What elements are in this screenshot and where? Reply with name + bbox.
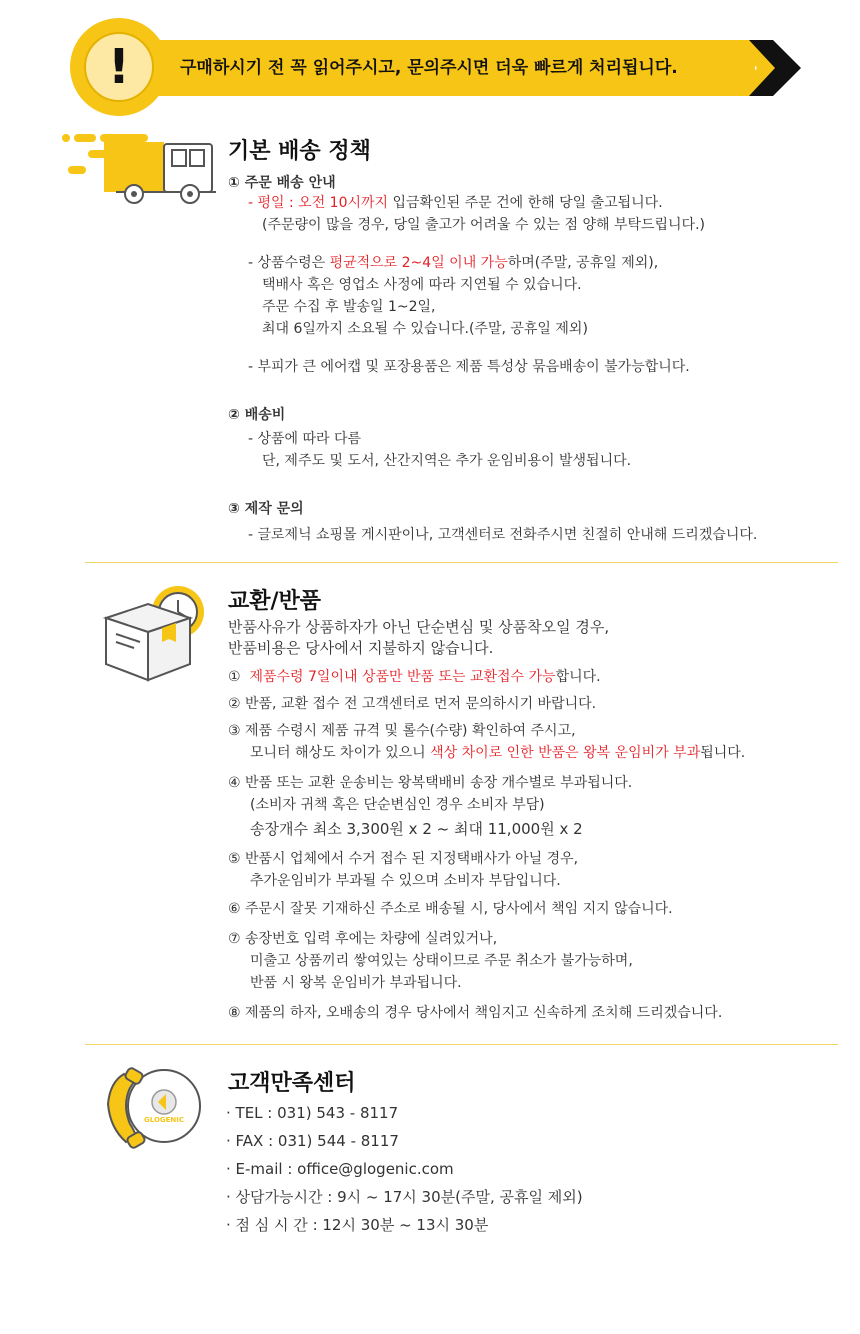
returns-title: 교환/반품 [228, 589, 322, 614]
returns-item1: ① 제품수령 7일이내 상품만 반품 또는 교환접수 가능합니다. [228, 669, 601, 685]
returns-warning-line1: 반품사유가 상품하자가 아닌 단순변심 및 상품착오일 경우, [228, 618, 610, 636]
notice-banner-text: 구매하시기 전 꼭 읽어주시고, 문의주시면 더욱 빠르게 처리됩니다. [180, 58, 678, 78]
phone-icon [100, 1062, 220, 1152]
returns-item4-line3: 송장개수 최소 3,300원 x 2 ~ 최대 11,000원 x 2 [250, 820, 583, 838]
returns-item5-line2: 추가운임비가 부과될 수 있으며 소비자 부담입니다. [250, 873, 561, 889]
shipping-s2-line1: - 상품에 따라 다름 [248, 431, 362, 447]
shipping-s1-line7: - 부피가 큰 에어캡 및 포장용품은 제품 특성상 묶음배송이 불가능합니다. [248, 359, 690, 375]
logo-text: GLOGENIC [144, 1116, 185, 1124]
shipping-s2-head: ② 배송비 [228, 407, 286, 423]
box-clock-icon [100, 582, 220, 682]
section-divider [85, 562, 838, 563]
cs-email: · E-mail : office@glogenic.com [226, 1160, 454, 1178]
double-chevron-icon [735, 40, 807, 96]
returns-item7-line2: 미출고 상품끼리 쌓여있는 상태이므로 주문 취소가 불가능하며, [250, 953, 633, 969]
shipping-s3-head: ③ 제작 문의 [228, 501, 304, 517]
returns-item5-line1: ⑤ 반품시 업체에서 수거 접수 된 지정택배사가 아닐 경우, [228, 851, 579, 867]
cs-fax: · FAX : 031) 544 - 8117 [226, 1132, 399, 1150]
cs-tel: · TEL : 031) 543 - 8117 [226, 1104, 399, 1122]
alert-mark: ! [108, 39, 130, 95]
shipping-s3-line1: - 글로제닉 쇼핑몰 게시판이나, 고객센터로 전화주시면 친절히 안내해 드리겠습니다. [248, 527, 758, 543]
shipping-title: 기본 배송 정책 [228, 139, 371, 164]
cs-title: 고객만족센터 [228, 1071, 356, 1096]
cs-lunch: · 점 심 시 간 : 12시 30분 ~ 13시 30분 [226, 1216, 489, 1234]
returns-item2: ② 반품, 교환 접수 전 고객센터로 먼저 문의하시기 바랍니다. [228, 696, 597, 712]
returns-item8: ⑧ 제품의 하자, 오배송의 경우 당사에서 책임지고 신속하게 조치해 드리겠습니다. [228, 1005, 723, 1021]
returns-item7-line3: 반품 시 왕복 운임비가 부과됩니다. [250, 975, 462, 991]
shipping-s1-line3: - 상품수령은 평균적으로 2~4일 이내 가능하며(주말, 공휴일 제외), [248, 255, 659, 271]
returns-item3-line2: 모니터 해상도 차이가 있으니 색상 차이로 인한 반품은 왕복 운임비가 부과됩니다. [250, 745, 746, 761]
returns-item7-line1: ⑦ 송장번호 입력 후에는 차량에 실려있거나, [228, 931, 498, 947]
section-divider [85, 1044, 838, 1045]
cs-hours: · 상담가능시간 : 9시 ~ 17시 30분(주말, 공휴일 제외) [226, 1188, 583, 1206]
shipping-s1-line4: 택배사 혹은 영업소 사정에 따라 지연될 수 있습니다. [262, 277, 582, 293]
returns-item4-line1: ④ 반품 또는 교환 운송비는 왕복택배비 송장 개수별로 부과됩니다. [228, 775, 633, 791]
returns-item4-line2: (소비자 귀책 혹은 단순변심인 경우 소비자 부담) [250, 797, 545, 813]
shipping-s1-line5: 주문 수집 후 발송일 1~2일, [262, 299, 436, 315]
shipping-s1-line2: (주문량이 많을 경우, 당일 출고가 어려울 수 있는 점 양해 부탁드립니다.) [262, 217, 705, 233]
truck-icon [60, 128, 220, 212]
returns-warning-line2: 반품비용은 당사에서 지불하지 않습니다. [228, 639, 494, 657]
shipping-s1-line1: - 평일 : 오전 10시까지 입금확인된 주문 건에 한해 당일 출고됩니다. [248, 195, 663, 211]
shipping-s1-line6: 최대 6일까지 소요될 수 있습니다.(주말, 공휴일 제외) [262, 321, 588, 337]
returns-item6: ⑥ 주문시 잘못 기재하신 주소로 배송될 시, 당사에서 책임 지지 않습니다. [228, 901, 673, 917]
returns-item3-line1: ③ 제품 수령시 제품 규격 및 롤수(수량) 확인하여 주시고, [228, 723, 576, 739]
shipping-s2-line2: 단, 제주도 및 도서, 산간지역은 추가 운임비용이 발생됩니다. [262, 453, 632, 469]
shipping-s1-head: ① 주문 배송 안내 [228, 175, 336, 191]
